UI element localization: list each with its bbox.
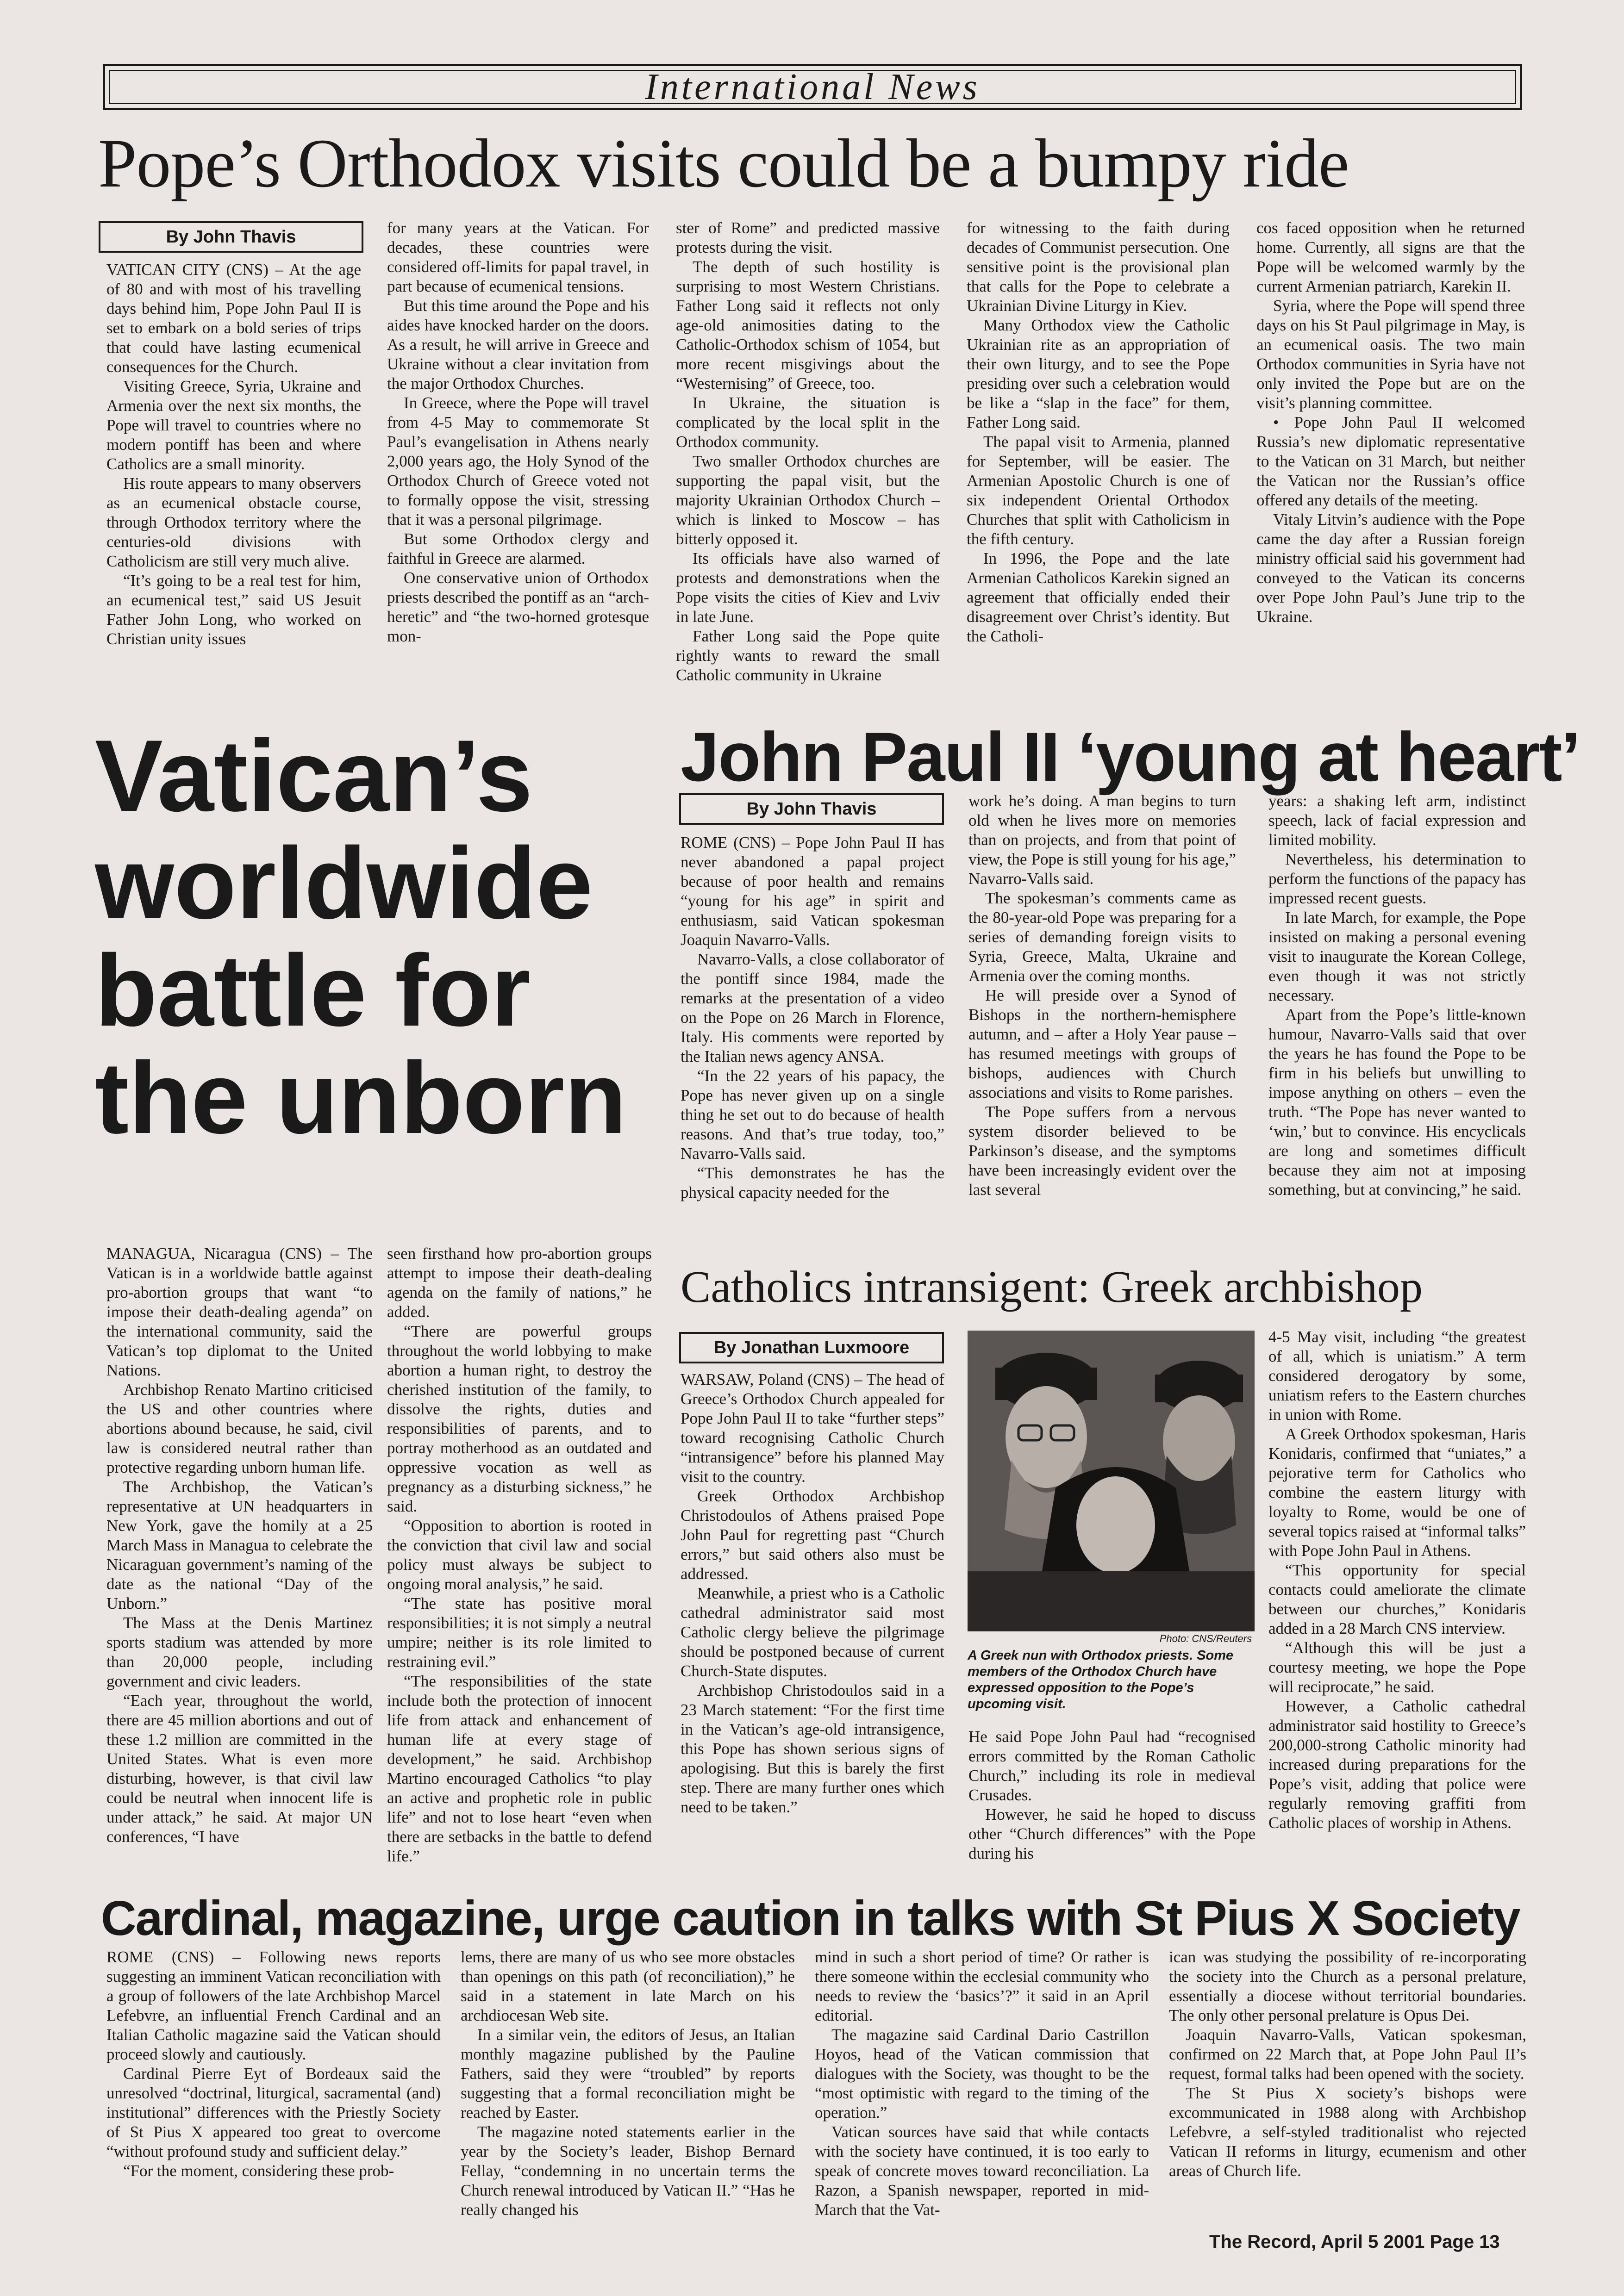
story1-col1-paragraph: “It’s going to be a real test for him, an ecumenical test,” said US Jesuit Father John Long, who worked on Christian unity issues bbox=[106, 572, 361, 648]
story4-col1-paragraph: WARSAW, Poland (CNS) – The head of Greece’s Orthodox Church appealed for Pope John Paul II to take “further steps” toward recognising Catholic Church “intransigence” before his planned May visit to the country. bbox=[681, 1370, 944, 1486]
story5-col1-paragraph: ROME (CNS) – Following news reports suggesting an imminent Vatican reconciliation with a group of followers of the late Archbishop Marcel Lefebvre, an influential French Cardinal and an Italian Catholic magazine said the Vatican should proceed slowly and cautiously. bbox=[106, 1948, 441, 2063]
story2-col1-paragraph: Archbishop Renato Martino criticised the US and other countries where abortions abound because, he said, civil law is considered neutral rather than protective regarding unborn human life. bbox=[106, 1381, 373, 1476]
story4-col3-paragraph: “This opportunity for special contacts could ameliorate the climate between our churches,” Konidaris added in a 28 March CNS interview. bbox=[1268, 1561, 1526, 1637]
story1-col1-paragraph: VATICAN CITY (CNS) – At the age of 80 and with most of his travelling days behind him, Pope John Paul II is set to embark on a bold series of trips that could have lasting ecumenical consequences for the Church. bbox=[106, 261, 361, 376]
story1-col5-paragraph: Vitaly Litvin’s audience with the Pope came the day after a Russian foreign ministry official said his government had conveyed to the Vatican its concerns over Pope John Paul’s June trip to the Ukraine. bbox=[1256, 510, 1525, 626]
story1-col3-paragraph: Two smaller Orthodox churches are supporting the papal visit, but the majority Ukrainian Orthodox Church – which is linked to Moscow – has bitterly opposed it. bbox=[676, 452, 940, 548]
story5-col2-paragraph: lems, there are many of us who see more obstacles than openings on this path (of reconciliation),” he said in a statement in late March on his archdiocesan Web site. bbox=[461, 1948, 795, 2024]
section-title: International News bbox=[645, 66, 980, 107]
story1-byline bbox=[99, 221, 363, 253]
story1-col2-paragraph: But some Orthodox clergy and faithful in Greece are alarmed. bbox=[387, 530, 649, 567]
story2-col2-paragraph: “Opposition to abortion is rooted in the conviction that civil law and social policy must always be subject to ongoing moral analysis,” he said. bbox=[387, 1517, 652, 1593]
story1-col2-paragraph: But this time around the Pope and his aides have knocked harder on the doors. As a result, he will arrive in Greece and Ukraine without a clear invitation from the major Orthodox Churches. bbox=[387, 297, 649, 392]
story1-col3-paragraph: Father Long said the Pope quite rightly wants to reward the small Catholic community in Ukraine bbox=[676, 627, 940, 684]
story2-col1-paragraph: “Each year, throughout the world, there are 45 million abortions and out of these 1.2 million are committed in the United States. What is even more disturbing, however, is that civil law could be neutral when innocent life is under attack,” he said. At major UN conferences, “I have bbox=[106, 1692, 373, 1846]
story5-col4-paragraph: The St Pius X society’s bishops were excommunicated in 1988 along with Archbishop Lefebvre, a self-styled traditionalist who rejected Vatican II reforms in liturgy, ecumenism and other areas of Church life. bbox=[1169, 2084, 1526, 2180]
story3-byline-text: By John Thavis bbox=[746, 799, 877, 819]
story5-col3-paragraph: Vatican sources have said that while contacts with the society have continued, it is too early to speak of concrete moves toward reconciliation. La Razon, a Spanish newspaper, reported in mid-March that the Vat- bbox=[815, 2123, 1149, 2219]
story4-col3-paragraph: However, a Catholic cathedral administrator said hostility to Greece’s 200,000-strong Catholic minority had increased during preparations for the Pope’s visit, adding that police were regularly removing graffiti from Catholic places of worship in Athens. bbox=[1268, 1697, 1526, 1832]
story1-col3-paragraph: The depth of such hostility is surprising to most Western Christians. Father Long said it reflects not only age-old animosities dating to the Catholic-Orthodox schism of 1054, but more recent misgivings about the “Westernising” of Greece, too. bbox=[676, 258, 940, 392]
section-banner bbox=[103, 64, 1522, 110]
greek-nun-photo bbox=[968, 1331, 1255, 1631]
story2-col1 bbox=[106, 1244, 373, 1890]
story3-col2-paragraph: The Pope suffers from a nervous system disorder believed to be Parkinson’s disease, and the symptoms have been increasingly evident over the last several bbox=[968, 1103, 1236, 1199]
story2-col2-paragraph: seen firsthand how pro-abortion groups attempt to impose their death-dealing agenda on the family of nations,” he added. bbox=[387, 1244, 652, 1321]
story1-col4-paragraph: Many Orthodox view the Catholic Ukrainian rite as an appropriation of their own liturgy, and to see the Pope presiding over such a celebration would be like a “slap in the face” for them, Father Long said. bbox=[967, 316, 1230, 431]
story3-col3-paragraph: years: a shaking left arm, indistinct speech, lack of facial expression and limited mobility. bbox=[1268, 792, 1526, 849]
story5-col2-paragraph: In a similar vein, the editors of Jesus, an Italian monthly magazine published by the Pauline Fathers, said they were “troubled” by reports suggesting that a formal reconciliation might be reached by Easter. bbox=[461, 2026, 795, 2122]
story4-col1-paragraph: Meanwhile, a priest who is a Catholic cathedral administrator said most Catholic clergy believe the pilgrimage should be postponed because of current Church-State disputes. bbox=[681, 1584, 944, 1680]
story4-byline bbox=[679, 1332, 944, 1363]
story5-col4 bbox=[1169, 1948, 1526, 2221]
story1-col3-paragraph: In Ukraine, the situation is complicated by the local split in the Orthodox community. bbox=[676, 394, 940, 451]
story1-byline-text: By John Thavis bbox=[166, 227, 296, 247]
story5-col2-paragraph: The magazine noted statements earlier in the year by the Society’s leader, Bishop Bernard Fellay, “condemning in no uncertain terms the Church renewal introduced by Vatican II.” “Has he really changed his bbox=[461, 2123, 795, 2219]
story1-col5-paragraph: Syria, where the Pope will spend three days on his St Paul pilgrimage in May, is an ecumenical oasis. The two main Orthodox communities in Syria have not only invited the Pope but are on the visit’s planning committee. bbox=[1256, 297, 1525, 412]
story4-col2 bbox=[968, 1727, 1255, 1892]
story1-col4-paragraph: for witnessing to the faith during decades of Communist persecution. One sensitive point is the provisional plan that calls for the Pope to celebrate a Ukrainian Divine Liturgy in Kiev. bbox=[967, 219, 1230, 315]
story3-col1 bbox=[681, 833, 944, 1245]
story4-col1-paragraph: Archbishop Christodoulos said in a 23 March statement: “For the first time in the Vatican’s age-old intransigence, this Pope has shown serious signs of apologising. But this is barely the first step. There are many further ones which need to be taken.” bbox=[681, 1681, 944, 1816]
story1-col2-paragraph: for many years at the Vatican. For decades, these countries were considered off-limits for papal travel, in part because of ecumenical tensions. bbox=[387, 219, 649, 295]
story5-col3-paragraph: The magazine said Cardinal Dario Castrillon Hoyos, head of the Vatican commission that dialogues with the Society, was thought to be the “most optimistic with regard to the timing of the operation.” bbox=[815, 2026, 1149, 2122]
story2-col2-paragraph: “The responsibilities of the state include both the protection of innocent life from attack and enhancement of human life at every stage of development,” he said. Archbishop Martino encouraged Catholics “to play an active and prophetic role in public life” and not to lose heart “even when there are setbacks in the battle to defend life.” bbox=[387, 1672, 652, 1865]
story5-col4-paragraph: ican was studying the possibility of re-incorporating the society into the Church as a personal prelature, essentially a diocese without territorial boundaries. The only other personal prelature is Opus Dei. bbox=[1169, 1948, 1526, 2024]
story3-col2-paragraph: He will preside over a Synod of Bishops in the northern-hemisphere autumn, and – after a Holy Year pause – has resumed meetings with groups of bishops, audiences with Church associations and visits to Rome parishes. bbox=[968, 986, 1236, 1101]
story4-col3-paragraph: 4-5 May visit, including “the greatest of all, which is uniatism.” A term considered derogatory by some, uniatism refers to the Eastern churches in union with Rome. bbox=[1268, 1328, 1526, 1424]
story1-col4-paragraph: In 1996, the Pope and the late Armenian Catholicos Karekin signed an agreement that officially ended their disagreement over Christ’s identity. But the Catholi- bbox=[967, 549, 1230, 645]
page-footer: The Record, April 5 2001 Page 13 bbox=[1209, 2232, 1500, 2252]
story3-col3-paragraph: In late March, for example, the Pope insisted on making a personal evening visit to inaugurate the Korean College, even though it was not strictly necessary. bbox=[1268, 908, 1526, 1004]
story3-col3 bbox=[1268, 791, 1526, 1245]
story3-col2 bbox=[968, 791, 1236, 1245]
story1-col2 bbox=[387, 218, 649, 709]
story2-col1-paragraph: The Archbishop, the Vatican’s representative at UN headquarters in New York, gave the homily at a 25 March Mass in Managua to celebrate the Nicaraguan government’s naming of the date as the national “Day of the Unborn.” bbox=[106, 1478, 373, 1612]
story3-col1-paragraph: ROME (CNS) – Pope John Paul II has never abandoned a papal project because of poor health and remains “young for his age” in spirit and enthusiasm, said Vatican spokesman Joaquin Navarro-Valls. bbox=[681, 834, 944, 949]
story4-byline-text: By Jonathan Luxmoore bbox=[713, 1338, 910, 1357]
story3-headline: John Paul II ‘young at heart’ bbox=[681, 718, 1580, 796]
story2-headline-line4: the unborn bbox=[95, 1041, 627, 1155]
story4-col3-paragraph: “Although this will be just a courtesy meeting, we hope the Pope will reciprocate,” he said. bbox=[1268, 1639, 1526, 1696]
story1-col3 bbox=[676, 218, 940, 709]
story1-col5 bbox=[1256, 218, 1525, 709]
story3-col2-paragraph: The spokesman’s comments came as the 80-year-old Pope was preparing for a series of demanding foreign visits to Syria, Greece, Malta, Ukraine and Armenia over the coming months. bbox=[968, 889, 1236, 985]
story4-col2-paragraph: However, he said he hoped to discuss other “Church differences” with the Pope during his bbox=[968, 1805, 1255, 1862]
story5-col1-paragraph: Cardinal Pierre Eyt of Bordeaux said the unresolved “doctrinal, liturgical, sacramental (and) institutional” differences with the Priestly Society of St Pius X appeared too great to overcome “without profound study and sufficient delay.” bbox=[106, 2065, 441, 2160]
story3-col3-paragraph: Nevertheless, his determination to perform the functions of the papacy has impressed recent guests. bbox=[1268, 850, 1526, 907]
story2-headline-line3: battle for bbox=[95, 933, 531, 1047]
story3-col2-paragraph: work he’s doing. A man begins to turn old when he lives more on memories than on projects, and from that point of view, the Pope is still young for his age,” Navarro-Valls said. bbox=[968, 792, 1236, 888]
story1-col3-paragraph: Its officials have also warned of protests and demonstrations when the Pope visits the cities of Kiev and Lviv in late June. bbox=[676, 549, 940, 626]
story3-col1-paragraph: “In the 22 years of his papacy, the Pope has never given up on a single thing he set out to do because of health reasons. And that’s true today, too,” Navarro-Valls said. bbox=[681, 1067, 944, 1163]
story1-col4 bbox=[967, 218, 1230, 709]
story5-headline: Cardinal, magazine, urge caution in talks with St Pius X Society bbox=[101, 1891, 1520, 1946]
story3-byline bbox=[679, 793, 944, 825]
story4-col3 bbox=[1268, 1327, 1526, 1892]
story1-col1 bbox=[106, 260, 361, 709]
story5-col1-paragraph: “For the moment, considering these prob- bbox=[123, 2162, 394, 2180]
photo-caption: A Greek nun with Orthodox priests. Some members of the Orthodox Church have expressed opposition to the Pope’s upcoming visit. bbox=[968, 1648, 1234, 1711]
story4-col1 bbox=[681, 1370, 944, 1891]
story2-col2-paragraph: “There are powerful groups throughout the world lobbying to make abortion a human right, to destroy the cherished institution of the family, to dissolve the rights, duties and responsibilities of parents, and to portray motherhood as an outdated and oppressive vocation as well as pregnancy as a disturbing sickness,” he said. bbox=[387, 1322, 652, 1515]
story2-headline bbox=[95, 719, 660, 1155]
story1-col5-paragraph: cos faced opposition when he returned home. Currently, all signs are that the Pope will be welcomed warmly by the current Armenian patriarch, Karekin II. bbox=[1256, 219, 1525, 295]
story1-col2-paragraph: In Greece, where the Pope will travel from 4-5 May to commemorate St Paul’s evangelisation in Athens nearly 2,000 years ago, the Holy Synod of the Orthodox Church of Greece voted not to formally oppose the visit, stressing that it was a personal pilgrimage. bbox=[387, 394, 649, 529]
story3-col3-paragraph: Apart from the Pope’s little-known humour, Navarro-Valls said that over the years he has found the Pope to be firm in his beliefs but unwilling to impose anything on others – even the truth. “The Pope has never wanted to ‘win,’ but to convince. His encyclicals are long and sometimes difficult because they aim not at imposing something, but at convincing,” he said. bbox=[1268, 1006, 1526, 1199]
story5-col3-paragraph: mind in such a short period of time? Or rather is there someone within the ecclesial community who needs to review the ‘basics’?” it said in an April editorial. bbox=[815, 1948, 1149, 2024]
story3-col1-paragraph: “This demonstrates he has the physical capacity needed for the bbox=[681, 1164, 944, 1201]
story5-col2 bbox=[461, 1948, 795, 2221]
story4-col3-paragraph: A Greek Orthodox spokesman, Haris Konidaris, confirmed that “uniates,” a pejorative term for Catholics who combine the eastern liturgy with loyalty to Rome, would be one of several topics raised at “informal talks” with Pope John Paul in Athens. bbox=[1268, 1425, 1526, 1560]
photo-figures-icon bbox=[968, 1331, 1255, 1631]
story5-col4-paragraph: Joaquin Navarro-Valls, Vatican spokesman, confirmed on 22 March that, at Pope John Paul II’s request, formal talks had been opened with the society. bbox=[1169, 2026, 1526, 2083]
story1-col2-paragraph: One conservative union of Orthodox priests described the pontiff as an “arch-heretic” and “the two-horned grotesque mon- bbox=[387, 569, 649, 645]
story1-col4-paragraph: The papal visit to Armenia, planned for September, will be easier. The Armenian Apostolic Church is one of six independent Oriental Orthodox Churches that split with Catholicism in the fifth century. bbox=[967, 433, 1230, 548]
story2-headline-line1: Vatican’s bbox=[95, 719, 533, 833]
story3-col1-paragraph: Navarro-Valls, a close collaborator of the pontiff since 1984, made the remarks at the presentation of a video on the Pope on 26 March in Florence, Italy. His comments were reported by the Italian news agency ANSA. bbox=[681, 950, 944, 1065]
story2-col1-paragraph: The Mass at the Denis Martinez sports stadium was attended by more than 20,000 people, including government and civic leaders. bbox=[106, 1614, 373, 1690]
story2-headline-line2: worldwide bbox=[95, 826, 593, 940]
story2-col1-paragraph: MANAGUA, Nicaragua (CNS) – The Vatican is in a worldwide battle against pro-abortion groups that want “to impose their death-dealing agenda” on the international community, said the Vatican’s top diplomat to the United Nations. bbox=[106, 1244, 373, 1379]
story1-col1-paragraph: Visiting Greece, Syria, Ukraine and Armenia over the next six months, the Pope will travel to countries where no modern pontiff has been and where Catholics are a small minority. bbox=[106, 377, 361, 473]
story1-col5-paragraph: • Pope John Paul II welcomed Russia’s new diplomatic representative to the Vatican on 31 March, but neither the Vatican nor the Russian’s office offered any details of the meeting. bbox=[1256, 413, 1525, 509]
story4-col2-paragraph: He said Pope John Paul had “recognised errors committed by the Roman Catholic Church,” including its role in medieval Crusades. bbox=[968, 1728, 1255, 1804]
story4-col1-paragraph: Greek Orthodox Archbishop Christodoulos of Athens praised Pope John Paul for regretting past “Church errors,” but said others also must be addressed. bbox=[681, 1487, 944, 1583]
story1-col1-paragraph: His route appears to many observers as an ecumenical obstacle course, through Orthodox territory where the centuries-old divisions with Catholicism are still very much alive. bbox=[106, 474, 361, 570]
story5-col1 bbox=[106, 1948, 441, 2221]
photo-credit: Photo: CNS/Reuters bbox=[1159, 1633, 1252, 1644]
story1-headline: Pope’s Orthodox visits could be a bumpy ride bbox=[98, 125, 1349, 202]
story5-col3 bbox=[815, 1948, 1149, 2221]
story2-col2 bbox=[387, 1244, 652, 1890]
story4-headline: Catholics intransigent: Greek archbishop bbox=[681, 1262, 1423, 1312]
story2-col2-paragraph: “The state has positive moral responsibilities; it is not simply a neutral umpire; neither is its role limited to restraining evil.” bbox=[387, 1594, 652, 1671]
story1-col3-paragraph: ster of Rome” and predicted massive protests during the visit. bbox=[676, 219, 940, 256]
